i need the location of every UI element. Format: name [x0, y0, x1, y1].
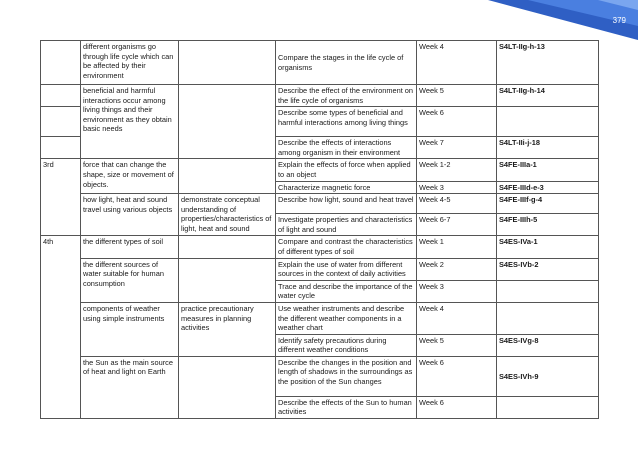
content-cell: how light, heat and sound travel using various objects [81, 194, 179, 236]
table-row [41, 356, 599, 396]
competency-cell: Describe the effects of interactions among organism in their environment [276, 137, 417, 159]
quarter-cell [41, 41, 81, 85]
content-cell: the Sun as the main source of heat and light on Earth [81, 356, 179, 418]
quarter-cell [41, 85, 81, 107]
code-cell: S4ES-IVg-8 [497, 334, 599, 356]
quarter-cell [41, 137, 81, 159]
code-cell [497, 302, 599, 334]
quarter-cell: 3rd [41, 159, 81, 236]
table-row [41, 85, 599, 107]
code-cell: S4LT-IIi-j-18 [497, 137, 599, 159]
duration-cell: Week 1-2 [417, 159, 497, 181]
duration-cell: Week 6 [417, 107, 497, 137]
competency-cell: Describe the effects of the Sun to human activities [276, 396, 417, 418]
competency-cell: Describe some types of beneficial and harmful interactions among living things [276, 107, 417, 137]
code-cell: S4LT-IIg-h-13 [497, 41, 599, 85]
standard-cell [179, 85, 276, 159]
standard-cell [179, 258, 276, 302]
competency-cell: Describe the effect of the environment on the life cycle of organisms [276, 85, 417, 107]
competency-cell: Explain the use of water from different sources in the context of daily activities [276, 258, 417, 280]
duration-cell: Week 6 [417, 356, 497, 396]
standard-cell: demonstrate conceptual understanding of properties/characteristics of light, heat and sound [179, 194, 276, 236]
standard-cell: practice precautionary measures in planning activities [179, 302, 276, 356]
duration-cell: Week 4 [417, 41, 497, 85]
duration-cell: Week 6-7 [417, 214, 497, 236]
competency-cell: Use weather instruments and describe the different weather components in a weather chart [276, 302, 417, 334]
competency-cell: Identify safety precautions during different weather conditions [276, 334, 417, 356]
code-cell [497, 280, 599, 302]
duration-cell: Week 3 [417, 181, 497, 194]
code-cell [497, 107, 599, 137]
content-cell: force that can change the shape, size or movement of objects. [81, 159, 179, 194]
standard-cell [179, 356, 276, 418]
code-cell: S4FE-IIId-e-3 [497, 181, 599, 194]
quarter-cell [41, 107, 81, 137]
code-cell: S4FE-IIIa-1 [497, 159, 599, 181]
duration-cell: Week 5 [417, 85, 497, 107]
page-number: 379 [612, 16, 626, 25]
duration-cell: Week 6 [417, 396, 497, 418]
duration-cell: Week 7 [417, 137, 497, 159]
code-cell: S4ES-IVh-9 [497, 356, 599, 396]
code-cell: S4FE-IIIh-5 [497, 214, 599, 236]
duration-cell: Week 4-5 [417, 194, 497, 214]
table-row [41, 159, 599, 181]
code-cell: S4ES-IVb-2 [497, 258, 599, 280]
standard-cell [179, 41, 276, 85]
quarter-cell: 4th [41, 236, 81, 419]
table-row [41, 41, 599, 85]
competency-cell: Explain the effects of force when applied to an object [276, 159, 417, 181]
competency-cell: Compare and contrast the characteristics of different types of soil [276, 236, 417, 258]
table-row [41, 236, 599, 258]
code-cell: S4FE-IIIf-g-4 [497, 194, 599, 214]
duration-cell: Week 4 [417, 302, 497, 334]
competency-cell: Describe how light, sound and heat travel [276, 194, 417, 214]
standard-cell [179, 159, 276, 194]
code-cell: S4LT-IIg-h-14 [497, 85, 599, 107]
table-row [41, 302, 599, 334]
standard-cell [179, 236, 276, 258]
competency-cell: Investigate properties and characteristics of light and sound [276, 214, 417, 236]
competency-cell: Characterize magnetic force [276, 181, 417, 194]
duration-cell: Week 5 [417, 334, 497, 356]
duration-cell: Week 3 [417, 280, 497, 302]
content-cell: the different types of soil [81, 236, 179, 258]
code-cell: S4ES-IVa-1 [497, 236, 599, 258]
table-row [41, 258, 599, 280]
content-cell: the different sources of water suitable for human consumption [81, 258, 179, 302]
table-row [41, 194, 599, 214]
competency-cell: Describe the changes in the position and length of shadows in the surroundings as the position of the Sun changes [276, 356, 417, 396]
content-cell: different organisms go through life cycle which can be affected by their environment [81, 41, 179, 85]
curriculum-table [40, 40, 599, 419]
code-cell [497, 396, 599, 418]
content-cell: components of weather using simple instruments [81, 302, 179, 356]
duration-cell: Week 2 [417, 258, 497, 280]
content-cell: beneficial and harmful interactions occur among living things and their environment as they obtain basic needs [81, 85, 179, 159]
duration-cell: Week 1 [417, 236, 497, 258]
competency-cell: Trace and describe the importance of the water cycle [276, 280, 417, 302]
competency-cell: Compare the stages in the life cycle of organisms [276, 41, 417, 85]
